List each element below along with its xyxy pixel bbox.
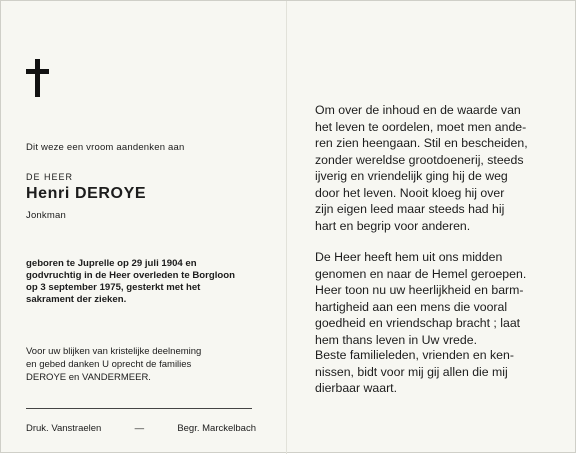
biography-line: geboren te Juprelle op 29 juli 1904 en <box>26 258 197 269</box>
paragraph-line: hartigheid aan een mens die vooral <box>315 299 508 314</box>
printer-footer <box>26 423 256 434</box>
undertaker-name: Begr. Marckelbach <box>177 423 256 434</box>
paragraph-line: Om over de inhoud en de waarde van <box>315 103 521 117</box>
footer-divider <box>26 408 252 409</box>
surname: DEROYE <box>74 185 147 202</box>
thanks-block <box>26 345 201 384</box>
paragraph-farewell <box>315 347 514 397</box>
paragraph-prayer <box>315 249 526 348</box>
paragraph-line: goedheid en vriendschap bracht ; laat <box>315 316 521 330</box>
paragraph-line: ijverig en vriendelijk ging hij de weg <box>315 169 508 183</box>
status-text: Jonkman <box>26 210 66 221</box>
paragraph-line: ren zien heengaan. Stil en bescheiden, <box>315 136 528 150</box>
paragraph-line: het leven te oordelen, moet men ande- <box>315 119 527 134</box>
paragraph-line: hart en begrip voor anderen. <box>315 218 471 233</box>
latin-cross-icon <box>26 59 50 99</box>
paragraph-line: Heer toon nu uw heerlijkheid en barm- <box>315 283 524 297</box>
printer-name: Druk. Vanstraelen <box>26 423 102 434</box>
biography-line: godvruchtig in de Heer overleden te Borgloon <box>26 270 235 281</box>
paragraph-line: hem thans leven in Uw vrede. <box>315 332 477 347</box>
paragraph-line: nissen, bidt voor mij gij allen die mij <box>315 364 508 379</box>
biography-line: op 3 september 1975, gesterkt met het <box>26 282 201 293</box>
paragraph-line: door het leven. Nooit kloeg hij over <box>315 185 505 200</box>
intro-text: Dit weze een vroom aandenken aan <box>26 142 185 153</box>
fold-line <box>286 1 287 454</box>
footer-dash: — <box>134 423 145 434</box>
paragraph-line: genomen en naar de Hemel geroepen. <box>315 266 527 281</box>
thanks-line: en gebed danken U oprecht de families <box>26 359 192 370</box>
title-text: DE HEER <box>26 172 74 182</box>
thanks-line: Voor uw blijken van kristelijke deelneming <box>26 346 202 357</box>
thanks-line: DEROYE en VANDERMEER. <box>26 372 151 383</box>
biography-block <box>26 258 235 306</box>
paragraph-line: De Heer heeft hem uit ons midden <box>315 250 503 264</box>
biography-line: sakrament der zieken. <box>26 294 127 305</box>
paragraph-line: zonder wereldse grootdoenerij, steeds <box>315 152 524 167</box>
paragraph-line: Beste familieleden, vrienden en ken- <box>315 348 514 362</box>
first-name: Henri <box>26 185 70 202</box>
paragraph-life <box>315 102 528 234</box>
deceased-name <box>26 185 146 203</box>
paragraph-line: dierbaar waart. <box>315 381 398 395</box>
paragraph-line: zijn eigen leed maar steeds had hij <box>315 202 505 216</box>
